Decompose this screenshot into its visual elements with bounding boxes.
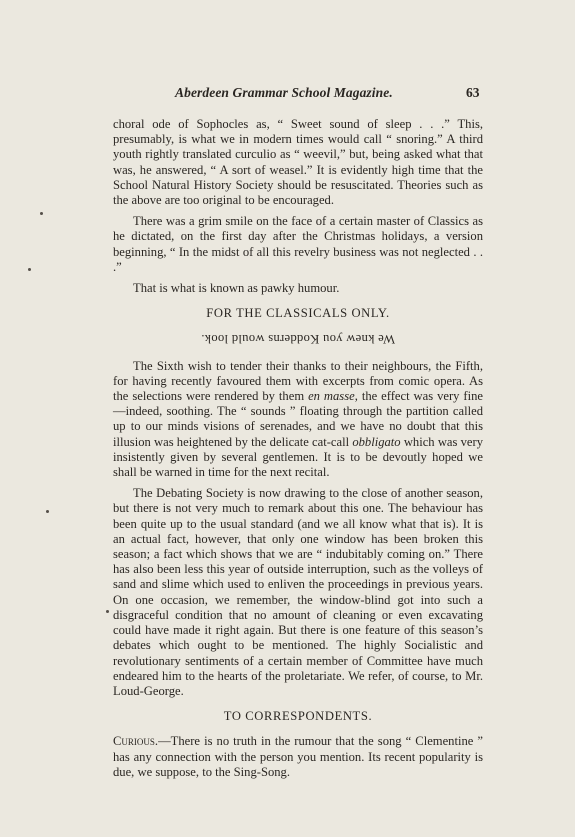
paragraph-curious	[113, 734, 483, 780]
paragraph-debating-society: The Debating Society is now drawing to the close of another season, but there is not very much to remark about this one. The behaviour has been quite up to the usual standard (and we all know what that is). It is an actual fact, however, that only one window has been broken this season; a fact which shows that we are “ indubitably coming on.” There has also been less this year of outside interruption, such as the volleys of sand and slime which used to enliven the proceedings in previous years. On one occasion, we remember, the window-blind got into such a disgraceful condition that no amount of cleaning or even excavating could have made it right again. But there is one feature of this season’s debates which ought to be mentioned. The highly Socialistic and revolutionary sentiments of a certain member of Committee have much endeared him to the hearts of the proletariate. We refer, of course, to Mr. Loud-George.	[113, 486, 483, 698]
sixth-thanks-text-c: which was very insistently given by several gentlemen. It is to be devoutly hoped we shall be warned in time for the next recital.	[113, 434, 483, 480]
curious-text: —There is no truth in the rumour that the song “ Clementine ” has any connection with the person you mention. Its recent popularity is due, we suppose, to the Sing-Song.	[113, 734, 483, 779]
article-body	[113, 117, 483, 786]
section-heading-correspondents: TO CORRESPONDENTS.	[223, 709, 373, 724]
sixth-thanks-text-a: The Sixth wish to tender their thanks to their neighbours, the Fifth, for having recently favoured them with excerpts from comic opera. As the selections were rendered by them	[113, 358, 483, 404]
sixth-thanks-text-b: , the effect was very fine—indeed, soothing. The “ sounds ” floating through the partition called up to our minds visions of serenades, and we have no doubt that this illusion was heightened by the delicate cat-call	[113, 389, 484, 449]
margin-mark	[46, 510, 49, 513]
curious-lead: Curious.	[113, 734, 159, 749]
paragraph-grim-smile: There was a grim smile on the face of a certain master of Classics as he dictated, on the first day after the Christmas holidays, a version beginning, “ In the midst of all this revelry business was not neglected . . .”	[113, 214, 483, 274]
sixth-thanks-en-masse: en masse	[308, 389, 355, 404]
paragraph-pawky-humour: That is what is known as pawky humour.	[133, 281, 340, 296]
section-heading-classicals: FOR THE CLASSICALS ONLY.	[206, 306, 390, 321]
paragraph-sixth-thanks	[113, 359, 483, 481]
margin-mark	[106, 610, 109, 613]
paragraph-sophocles: choral ode of Sophocles as, “ Sweet sound of sleep . . .” This, presumably, is what we in modern times would call “ snoring.” A third youth rightly translated curculio as “ weevil,” but, being asked what that was, he answered, “ A sort of weasel.” It is evidently high time that the School Natural History Society should be resuscitated. Theories such as the above are too original to be encouraged.	[113, 117, 483, 208]
running-title: Aberdeen Grammar School Magazine.	[175, 85, 393, 100]
margin-mark	[40, 212, 43, 215]
sixth-thanks-obbligato: obbligato	[352, 434, 401, 449]
inverted-joke-line: We knew you Kodderns would look.	[201, 332, 395, 347]
page-header	[0, 85, 575, 107]
page-number: 63	[466, 85, 480, 100]
margin-mark	[28, 268, 31, 271]
